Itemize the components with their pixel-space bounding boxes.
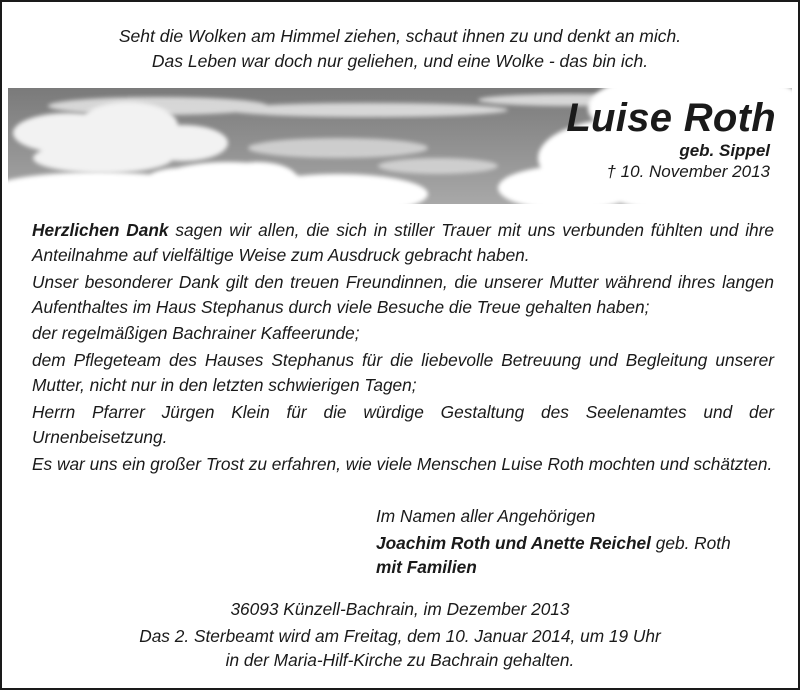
thanks-paragraph-6: Es war uns ein großer Trost zu erfahren, wie viele Menschen Luise Roth mochten und schätzten.: [32, 454, 773, 474]
mass-notice-line-1: Das 2. Sterbeamt wird am Freitag, dem 10. Januar 2014, um 19 Uhr: [139, 626, 661, 646]
thanks-paragraph-2: Unser besonderer Dank gilt den treuen Freundinnen, die unserer Mutter während ihres langen Aufenthaltes im Haus Stephanus durch viele Besuche die Treue gehalten haben;: [32, 272, 774, 317]
signature-families: mit Familien: [376, 557, 477, 577]
thanks-heading: Herzlichen Dank: [32, 220, 169, 240]
maiden-name: geb. Sippel: [679, 141, 770, 160]
poem-line-1: Seht die Wolken am Himmel ziehen, schaut ihnen zu und denkt an mich.: [118, 26, 682, 46]
signature-names-bold: Joachim Roth und Anette Reichel: [376, 533, 651, 553]
mass-notice-line-2: in der Maria-Hilf-Kirche zu Bachrain gehalten.: [225, 650, 575, 670]
thanks-paragraph-5: Herrn Pfarrer Jürgen Klein für die würdige Gestaltung des Seelenamtes und der Urnenbeisetzung.: [32, 402, 774, 447]
signature-names: [376, 531, 731, 556]
deceased-name: Luise Roth: [566, 96, 776, 140]
poem-line-2: Das Leben war doch nur geliehen, und eine Wolke - das bin ich.: [151, 51, 649, 71]
death-date: † 10. November 2013: [606, 162, 770, 181]
thanks-paragraph-1: [32, 218, 774, 268]
thanks-paragraph-3: der regelmäßigen Bachrainer Kaffeerunde;: [32, 323, 360, 343]
place-date: 36093 Künzell-Bachrain, im Dezember 2013: [230, 599, 570, 619]
signature-names-suffix: geb. Roth: [650, 533, 731, 553]
signature-intro: Im Namen aller Angehörigen: [376, 506, 596, 526]
thanks-paragraph-4: dem Pflegeteam des Hauses Stephanus für die liebevolle Betreuung und Begleitung unserer Mutter, nicht nur in den letzten schwierigen Tagen;: [32, 350, 774, 395]
thanks-text: sagen wir allen, die sich in stiller Trauer mit uns verbunden fühlten und ihre Anteilnahme auf vielfältige Weise zum Ausdruck gebracht haben.: [32, 220, 775, 265]
